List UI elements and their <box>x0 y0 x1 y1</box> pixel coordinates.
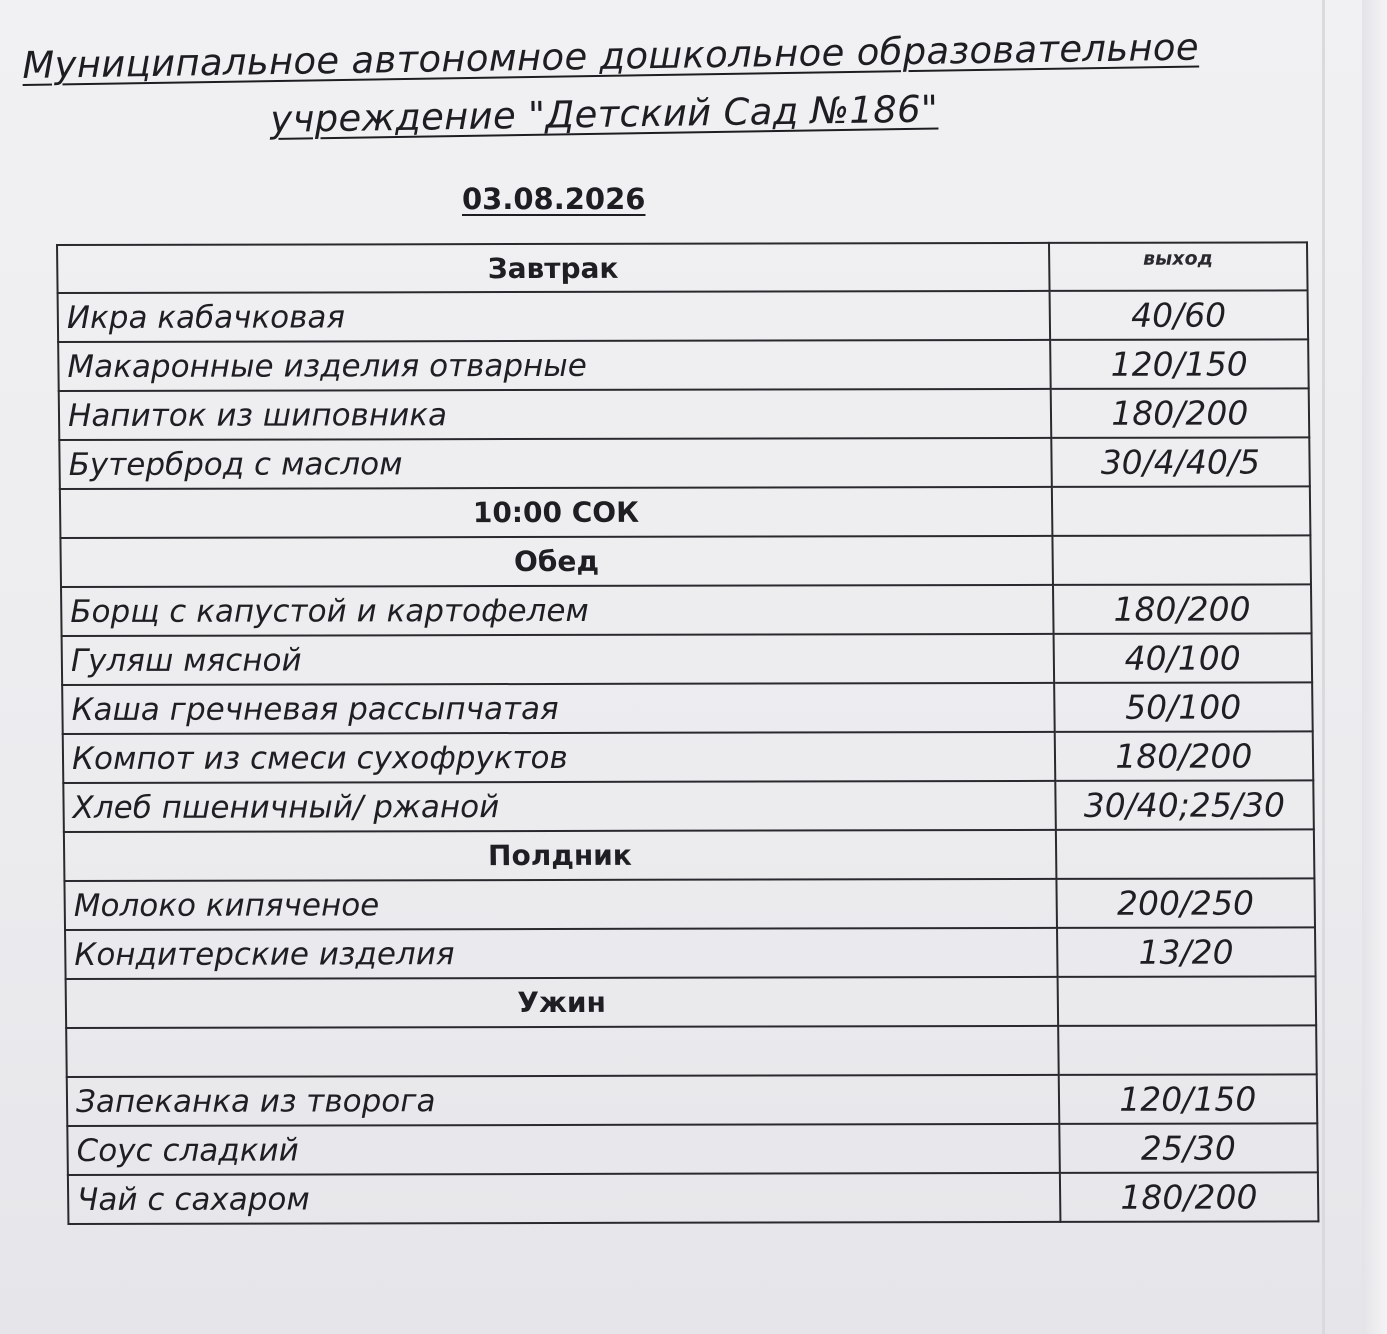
dish-name: Молоко кипяченое <box>64 879 1056 930</box>
section-name: Обед <box>60 536 1052 587</box>
dish-name: Икра кабачковая <box>58 291 1050 342</box>
dish-output <box>1055 829 1314 879</box>
table-row <box>63 731 1314 783</box>
dish-name: Кондитерские изделия <box>65 928 1057 979</box>
dish-output: 180/200 <box>1050 388 1309 438</box>
dish-name: Соус сладкий <box>67 1124 1059 1175</box>
table-row <box>58 290 1309 342</box>
table-row <box>59 437 1310 489</box>
table-row <box>68 1172 1319 1224</box>
section-name: 10:00 СОК <box>60 487 1052 538</box>
dish-name: Чай с сахаром <box>68 1173 1060 1224</box>
dish-output: 40/60 <box>1049 290 1308 340</box>
table-row <box>66 976 1317 1028</box>
dish-name: Компот из смеси сухофруктов <box>63 732 1055 783</box>
dish-output: 30/40;25/30 <box>1055 780 1314 830</box>
dish-output <box>1051 486 1310 536</box>
dish-name <box>66 1026 1058 1077</box>
section-name: Завтрак <box>57 243 1049 293</box>
dish-output <box>1052 535 1311 585</box>
dish-output: 180/200 <box>1059 1172 1318 1222</box>
dish-name: Макаронные изделия отварные <box>58 340 1050 391</box>
dish-name: Хлеб пшеничный/ ржаной <box>63 781 1055 832</box>
dish-output: 180/200 <box>1053 584 1312 634</box>
dish-name: Запеканка из творога <box>67 1075 1059 1126</box>
paper-fold-line <box>1322 0 1325 1334</box>
table-row <box>58 339 1309 391</box>
table-row <box>65 927 1316 979</box>
table-row <box>63 780 1314 832</box>
table-row <box>62 633 1313 685</box>
institution-title-line2: учреждение "Детский Сад №186" <box>270 87 939 141</box>
table-row <box>67 1074 1318 1126</box>
dish-output <box>1058 1025 1317 1075</box>
table-row <box>66 1025 1317 1077</box>
table-row <box>64 878 1315 930</box>
paper-right-edge <box>1362 0 1387 1334</box>
dish-output: 25/30 <box>1059 1123 1318 1173</box>
dish-output: 50/100 <box>1054 682 1313 732</box>
section-name: Ужин <box>66 977 1058 1028</box>
dish-output: 40/100 <box>1053 633 1312 683</box>
dish-name: Бутерброд с маслом <box>59 438 1051 489</box>
dish-output <box>1057 976 1316 1026</box>
table-row <box>61 584 1312 636</box>
dish-output: 200/250 <box>1056 878 1315 928</box>
dish-output: 120/150 <box>1058 1074 1317 1124</box>
dish-name: Каша гречневая рассыпчатая <box>62 683 1054 734</box>
table-row <box>67 1123 1318 1175</box>
dish-name: Борщ с капустой и картофелем <box>61 585 1053 636</box>
table-row <box>62 682 1313 734</box>
table-row <box>64 829 1315 881</box>
menu-date: 03.08.2026 <box>462 182 646 216</box>
dish-output: 120/150 <box>1050 339 1309 389</box>
dish-name: Гуляш мясной <box>62 634 1054 685</box>
dish-output: 30/4/40/5 <box>1051 437 1310 487</box>
table-row <box>59 388 1310 440</box>
table-row <box>57 242 1308 293</box>
menu-table-body <box>57 242 1318 1224</box>
institution-title-line1: Муниципальное автономное дошкольное образовательное <box>22 25 1200 87</box>
output-column-header: выход <box>1049 242 1308 291</box>
table-row <box>60 486 1311 538</box>
dish-output: 180/200 <box>1054 731 1313 781</box>
section-name: Полдник <box>64 830 1056 881</box>
menu-table <box>56 241 1319 1225</box>
dish-name: Напиток из шиповника <box>59 389 1051 440</box>
dish-output: 13/20 <box>1057 927 1316 977</box>
table-row <box>60 535 1311 587</box>
